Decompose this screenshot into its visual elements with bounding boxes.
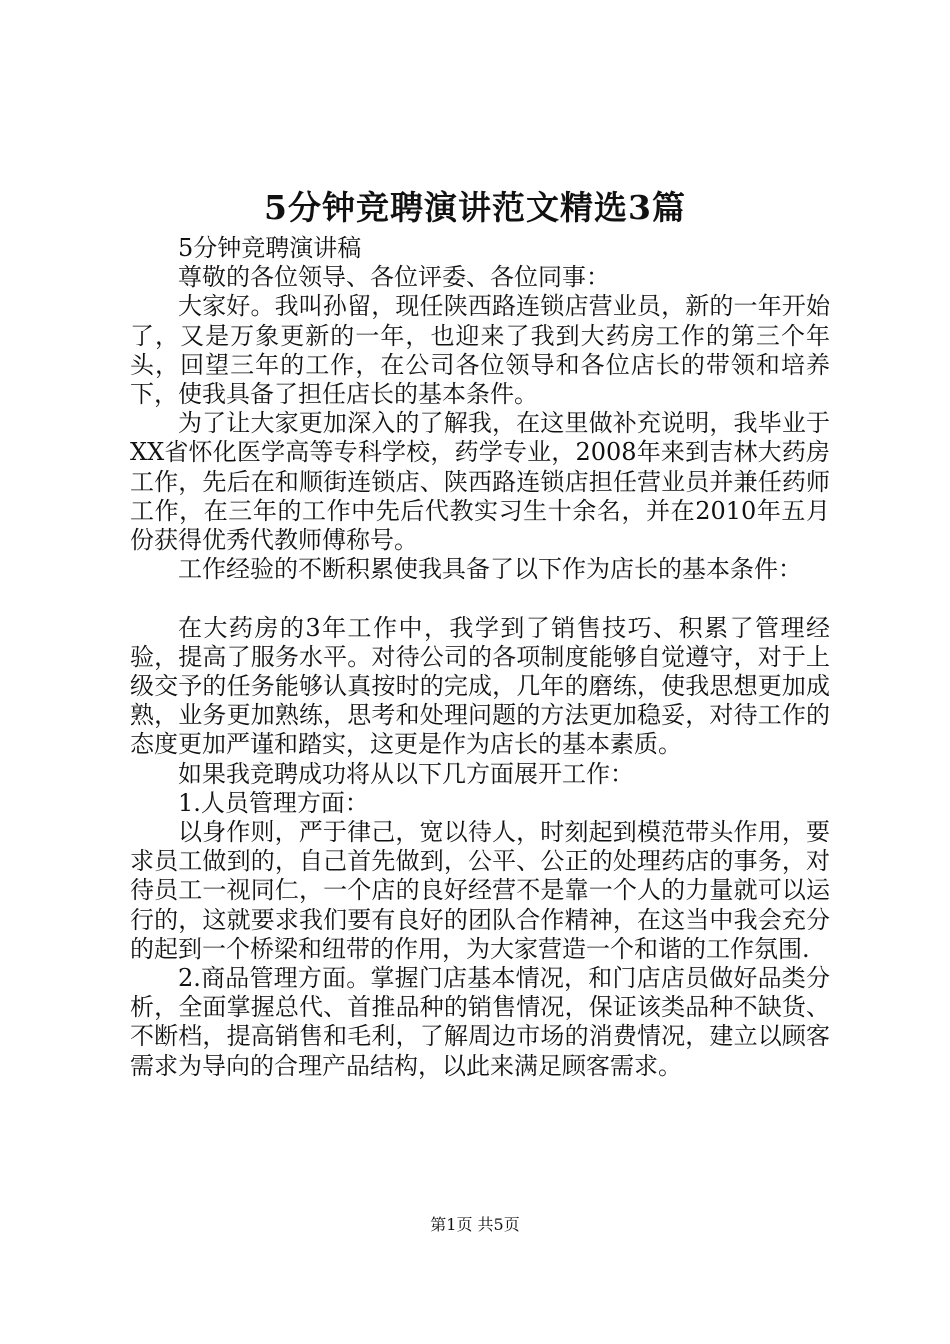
page-footer: 第1页 共5页 xyxy=(430,1215,520,1234)
document-body xyxy=(130,234,830,1081)
paragraph-experience: 在大药房的3年工作中，我学到了销售技巧、积累了管理经验，提高了服务水平。对待公司的各项制度能够自觉遵守，对于上级交予的任务能够认真按时的完成，几年的磨练，使我思想更加成熟，业务更加熟练，思考和处理问题的方法更加稳妥，对待工作的态度更加严谨和踏实，这更是作为店长的基本素质。 xyxy=(130,613,830,759)
paragraph-introduction: 大家好。我叫孙留，现任陕西路连锁店营业员，新的一年开始了，又是万象更新的一年，也迎来了我到大药房工作的第三个年头，回望三年的工作，在公司各位领导和各位店长的带领和培养下，使我具备了担任店长的基本条件。 xyxy=(130,292,830,409)
paragraph-goods-management: 2.商品管理方面。掌握门店基本情况，和门店店员做好品类分析，全面掌握总代、首推品种的销售情况，保证该类品种不缺货、不断档，提高销售和毛利，了解周边市场的消费情况，建立以顾客需求为导向的合理产品结构，以此来满足顾客需求。 xyxy=(130,964,830,1080)
blank-line xyxy=(130,584,830,613)
paragraph-staff-management: 以身作则，严于律己，宽以待人，时刻起到模范带头作用，要求员工做到的，自己首先做到，公平、公正的处理药店的事务，对待员工一视同仁，一个店的良好经营不是靠一个人的力量就可以运行的，这就要求我们要有良好的团队合作精神，在这当中我会充分的起到一个桥梁和纽带的作用，为大家营造一个和谐的工作氛围. xyxy=(130,818,830,963)
document-title: 5分钟竞聘演讲范文精选3篇 xyxy=(264,188,686,227)
paragraph-background: 为了让大家更加深入的了解我，在这里做补充说明，我毕业于XX省怀化医学高等专科学校，药学专业，2008年来到吉林大药房工作，先后在和顺街连锁店、陕西路连锁店担任营业员并兼任药师工作，在三年的工作中先后代教实习生十余名，并在2010年五月份获得优秀代教师傅称号。 xyxy=(130,409,830,555)
paragraph-speech-heading: 5分钟竞聘演讲稿 xyxy=(178,234,362,262)
paragraph-plan-lead: 如果我竞聘成功将从以下几方面展开工作： xyxy=(178,759,634,788)
paragraph-conditions-lead: 工作经验的不断积累使我具备了以下作为店长的基本条件： xyxy=(178,555,802,584)
paragraph-staff-heading: 1.人员管理方面： xyxy=(178,788,369,817)
paragraph-salutation: 尊敬的各位领导、各位评委、各位同事： xyxy=(178,263,610,292)
